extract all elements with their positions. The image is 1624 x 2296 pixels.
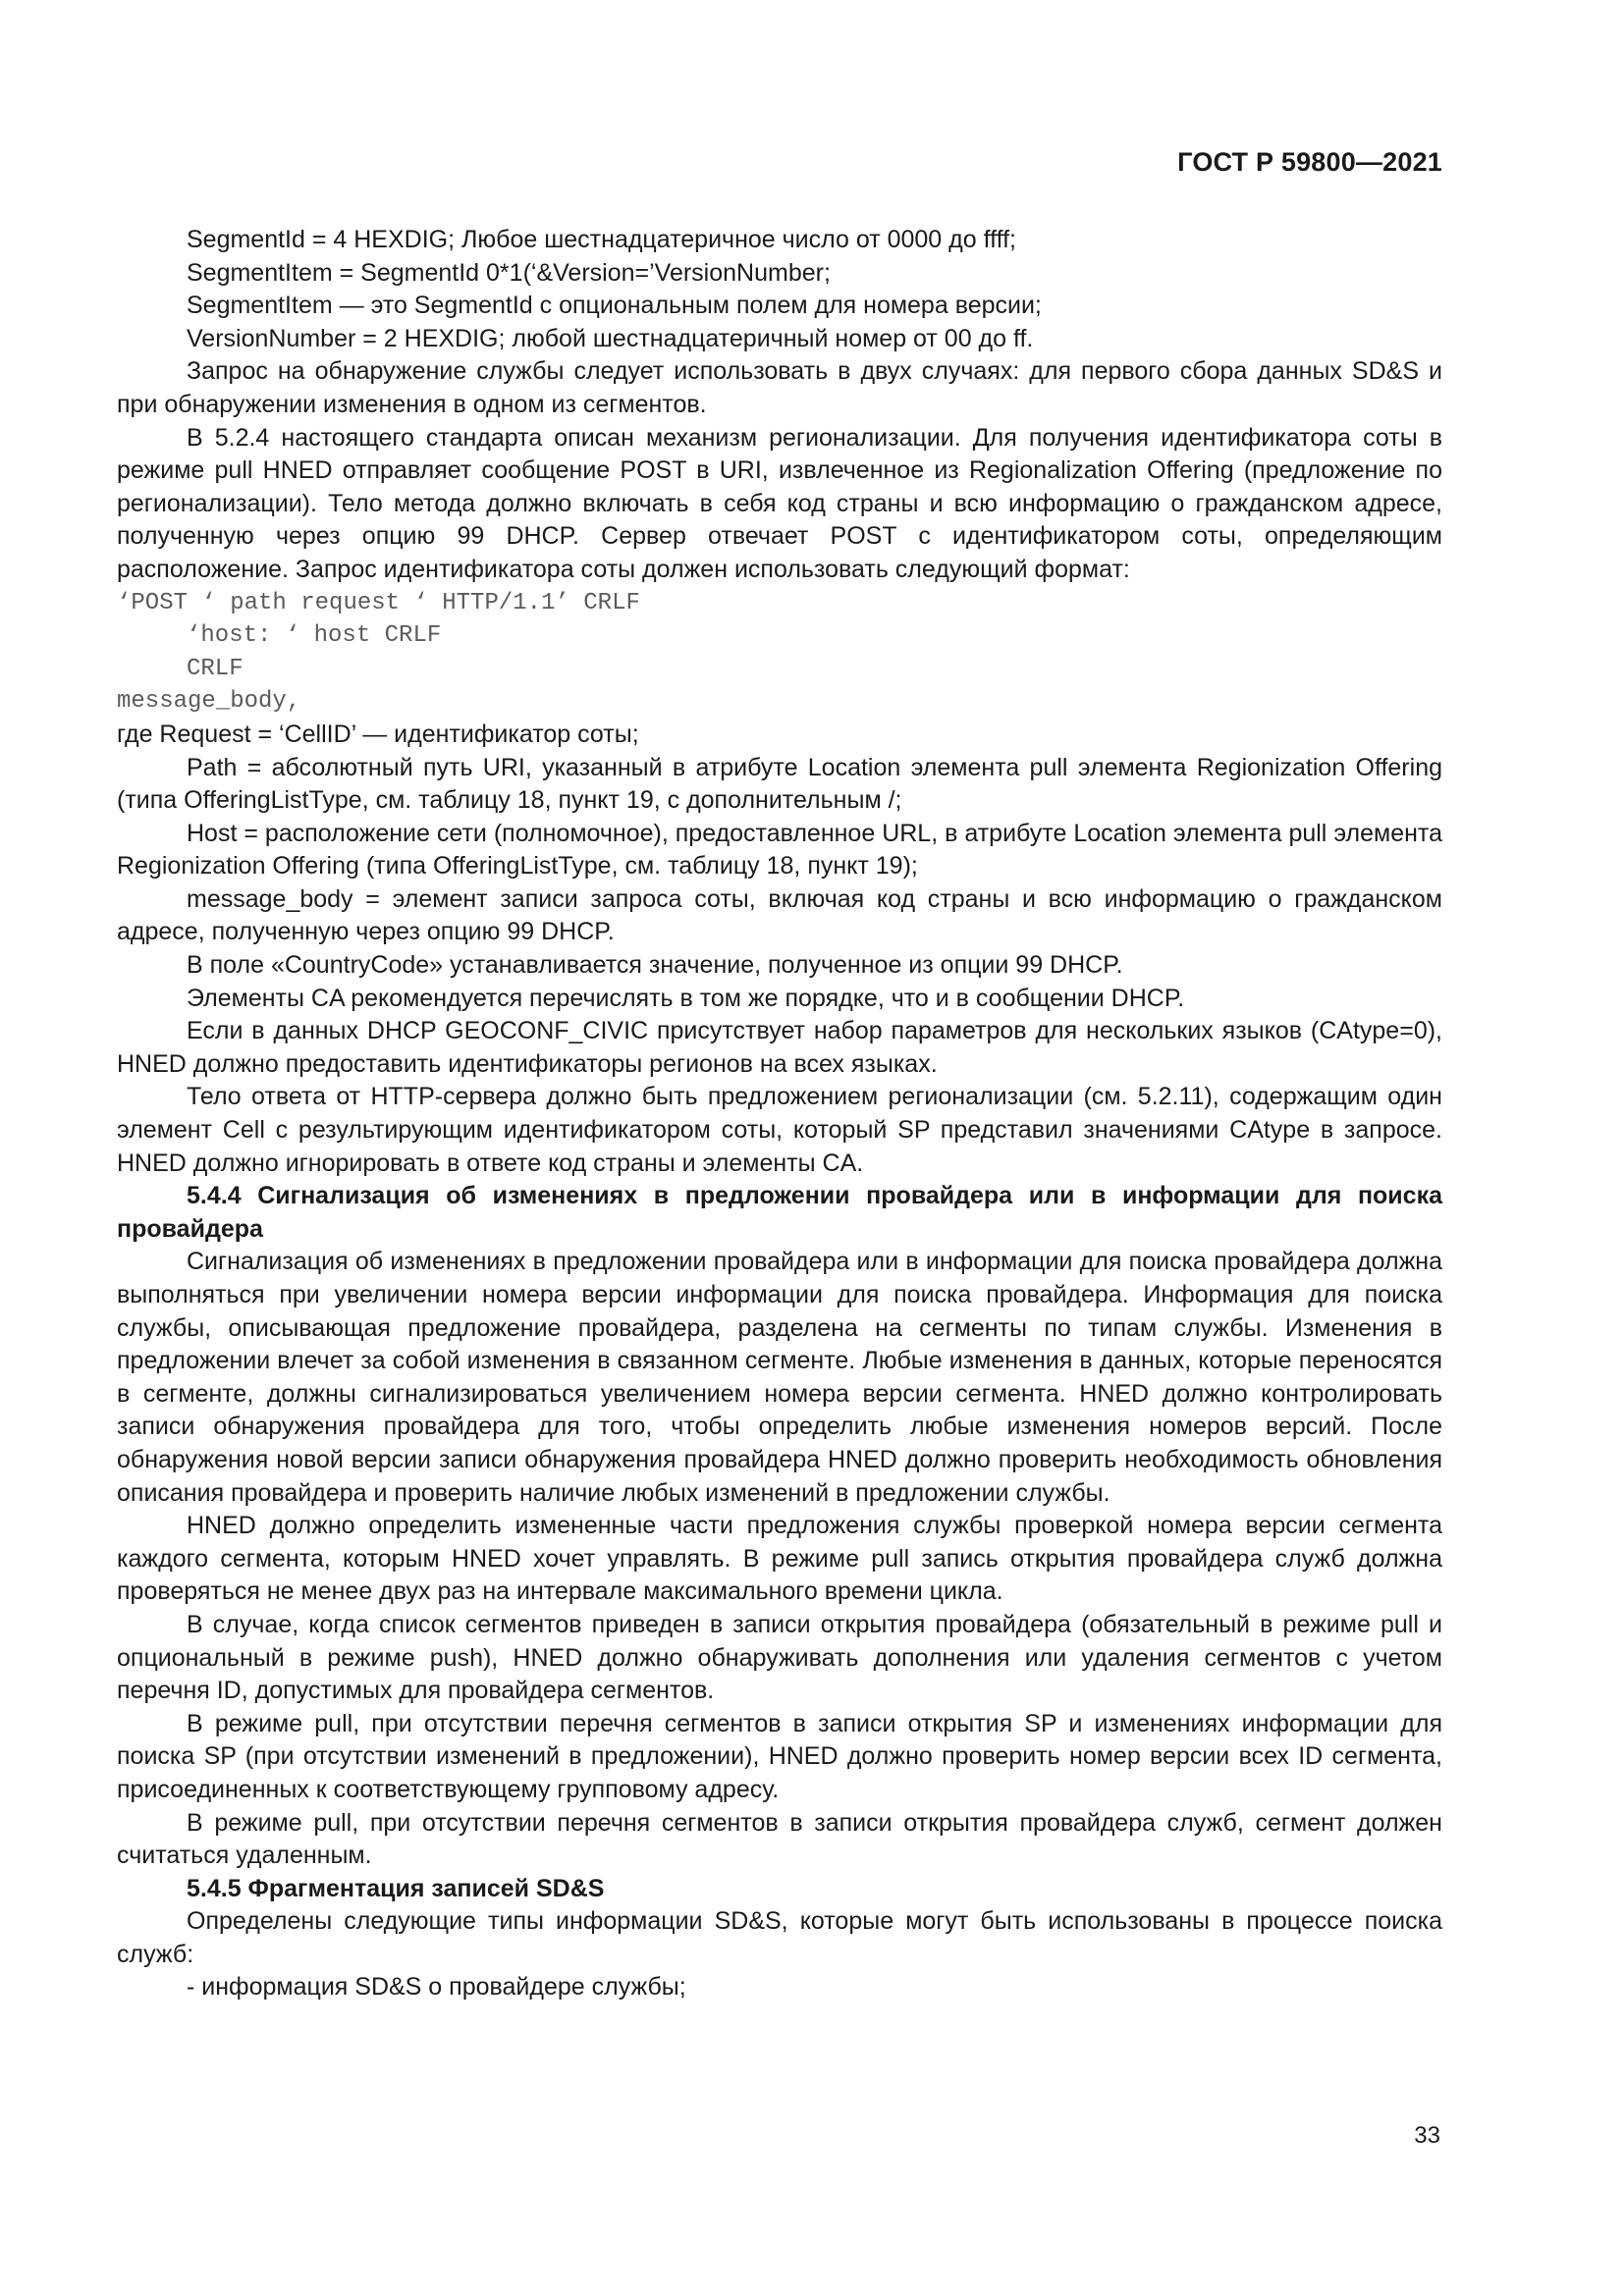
paragraph: Тело ответа от HTTP-сервера должно быть предложением регионализации (см. 5.2.11), содержащим один элемент Cell с результирующим идентификатором соты, который SP представил значениями CAtype в запросе. HNED должно игнорировать в ответе код страны и элементы CA. (117, 1083, 1442, 1177)
code-line: message_body, (117, 688, 301, 716)
paragraph: Host = расположение сети (полномочное), предоставленное URL, в атрибуте Location элемента pull элемента Regionization Offering (типа OfferingListType, см. таблицу 18, пункт 19); (117, 819, 1442, 881)
paragraph: - информация SD&S о провайдере службы; (187, 1973, 686, 2002)
paragraph: где Request = ‘CellID’ — идентификатор соты; (117, 720, 639, 748)
code-line: CRLF (187, 655, 244, 682)
page-body (117, 224, 1442, 2004)
paragraph: В режиме pull, при отсутствии перечня сегментов в записи открытия провайдера служб, сегмент должен считаться удаленным. (117, 1808, 1442, 1870)
paragraph: HNED должно определить измененные части предложения службы проверкой номера версии сегмента каждого сегмента, которым HNED хочет управлять. В режиме pull запись открытия провайдера служб должна проверяться не менее двух раз на интервале максимального времени цикла. (117, 1512, 1442, 1606)
page-number: 33 (1414, 2122, 1440, 2149)
paragraph: SegmentItem — это SegmentId с опциональным полем для номера версии; (187, 292, 1042, 320)
standard-designation: ГОСТ Р 59800—2021 (1177, 147, 1442, 177)
paragraph: Элементы CA рекомендуется перечислять в том же порядке, что и в сообщении DHCP. (187, 984, 1185, 1012)
code-line: ‘POST ‘ path request ‘ HTTP/1.1’ CRLF (117, 589, 640, 616)
paragraph: Path = абсолютный путь URI, указанный в атрибуте Location элемента pull элемента Regionization Offering (типа OfferingListType, см. таблицу 18, пункт 19, с дополнительным /; (117, 753, 1442, 815)
paragraph: message_body = элемент записи запроса соты, включая код страны и всю информацию о гражданском адресе, полученную через опцию 99 DHCP. (117, 884, 1442, 946)
section-heading: 5.4.5 Фрагментация записей SD&S (187, 1874, 605, 1902)
section-heading: 5.4.4 Сигнализация об изменениях в предложении провайдера или в информации для поиска провайдера (117, 1182, 1442, 1243)
paragraph: Запрос на обнаружение службы следует использовать в двух случаях: для первого сбора данных SD&S и при обнаружении изменения в одном из сегментов. (117, 357, 1442, 418)
paragraph: В режиме pull, при отсутствии перечня сегментов в записи открытия SP и изменениях информации для поиска SP (при отсутствии изменений в предложении), HNED должно проверить номер версии всех ID сегмента, присоединенных к соответствующему групповому адресу. (117, 1709, 1442, 1803)
paragraph: В поле «CountryCode» устанавливается значение, полученное из опции 99 DHCP. (187, 951, 1123, 980)
paragraph: SegmentItem = SegmentId 0*1(‘&Version=’VersionNumber; (187, 258, 831, 287)
paragraph: В случае, когда список сегментов приведен в записи открытия провайдера (обязательный в режиме pull и опциональный в режиме push), HNED должно обнаруживать дополнения или удаления сегментов с учетом перечня ID, допустимых для провайдера сегментов. (117, 1610, 1442, 1705)
paragraph: Сигнализация об изменениях в предложении провайдера или в информации для поиска провайдера должна выполняться при увеличении номера версии информации для поиска провайдера. Информация для поиска службы, описывающая предложение провайдера, разделена на сегменты по типам службы. Изменения в предложении влечет за собой изменения в связанном сегменте. Любые изменения в данных, которые переносятся в сегменте, должны сигнализироваться увеличением номера версии сегмента. HNED должно контролировать записи обнаружения провайдера для того, чтобы определить любые изменения номеров версий. После обнаружения новой версии записи обнаружения провайдера HNED должно проверить необходимость обновления описания провайдера и проверить наличие любых изменений в предложении службы. (117, 1248, 1442, 1507)
paragraph: SegmentId = 4 HEXDIG; Любое шестнадцатеричное число от 0000 до ffff; (187, 226, 1016, 253)
code-line: ‘host: ‘ host CRLF (187, 622, 442, 650)
paragraph: Если в данных DHCP GEOCONF_CIVIC присутствует набор параметров для нескольких языков (CAtype=0), HNED должно предоставить идентификаторы регионов на всех языках. (117, 1017, 1442, 1078)
paragraph: VersionNumber = 2 HEXDIG; любой шестнадцатеричный номер от 00 до ff. (187, 324, 1034, 352)
paragraph: Определены следующие типы информации SD&S, которые могут быть использованы в процессе поиска служб: (117, 1907, 1442, 1968)
paragraph: В 5.2.4 настоящего стандарта описан механизм регионализации. Для получения идентификатора соты в режиме pull HNED отправляет сообщение POST в URI, извлеченное из Regionalization Offering (предложение по регионализации). Тело метода должно включать в себя код страны и всю информацию о гражданском адресе, полученную через опцию 99 DHCP. Сервер отвечает POST с идентификатором соты, определяющим расположение. Запрос идентификатора соты должен использовать следующий формат: (117, 423, 1442, 583)
